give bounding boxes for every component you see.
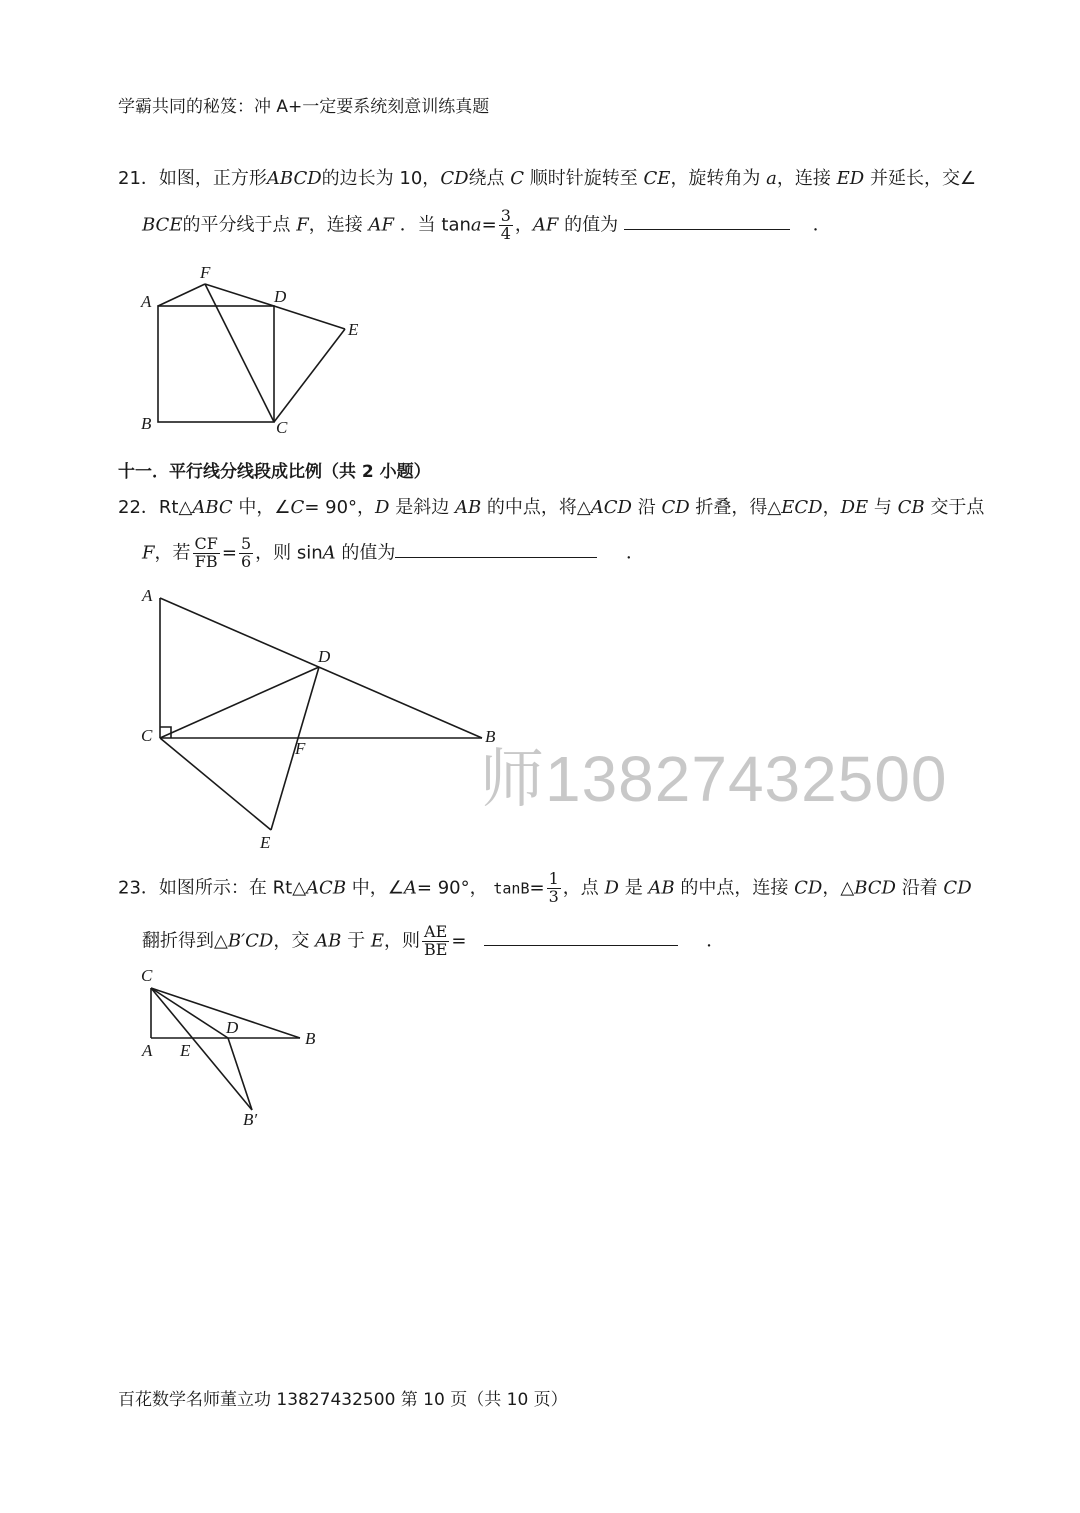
q21-text: 的边长为 10， [321, 168, 441, 189]
fraction-denominator: 3 [548, 886, 559, 906]
section-title: 十一．平行线分线段成比例（共 2 小题） [118, 462, 431, 482]
q21-text: = [481, 214, 497, 236]
figure-21 [158, 284, 345, 422]
q23-text: = 90°， [416, 877, 488, 899]
q23-text: ，△ [822, 877, 855, 899]
q23-var: A [403, 877, 417, 899]
q21-text: 顺时针旋转至 [529, 168, 638, 189]
q21-text: 的平分线于点 [182, 214, 291, 236]
q23-var: AB [648, 877, 675, 899]
q22-text: 交于点 [930, 497, 985, 518]
label-d: D [226, 1018, 239, 1037]
q22-text: ． [625, 542, 644, 564]
q21-var: a [766, 168, 777, 189]
fraction-numerator: CF [194, 534, 218, 553]
label-c: C [141, 966, 153, 985]
segment-de [274, 306, 345, 329]
fraction-denominator: 4 [500, 223, 511, 243]
q22-var: D [375, 497, 390, 518]
q22-text: 中，∠ [238, 497, 291, 518]
q21-var: ABCD [266, 168, 322, 189]
fraction-numerator: 3 [500, 206, 511, 225]
q23-var: BCD [854, 877, 896, 899]
label-f: F [200, 263, 211, 282]
q22-text: = [221, 542, 237, 564]
watermark: 师13827432500 [480, 743, 948, 815]
label-d: D [274, 287, 287, 306]
q23-var: B′CD [227, 930, 274, 952]
q21-text: 如图，正方形 [158, 168, 267, 189]
segment-ec [274, 329, 345, 422]
label-a: A [141, 292, 152, 311]
q23-var: CD [794, 877, 823, 899]
q22-number: 22． [118, 497, 159, 518]
q22-var: CD [661, 497, 690, 518]
segment-ce [160, 738, 271, 830]
q21-text: 并延长，交∠ [869, 168, 977, 189]
q21-var: ED [836, 168, 865, 189]
q22-var: F [142, 542, 155, 564]
label-e: E [180, 1041, 191, 1060]
q23-var: ACB [306, 877, 347, 899]
fraction-numerator: 5 [240, 534, 252, 553]
q23-var: D [604, 877, 619, 899]
figure-23 [151, 988, 300, 1110]
q23-text: 如图所示：在 Rt△ [158, 877, 307, 899]
q21-text: 的值为 [564, 214, 619, 236]
q22-text: 折叠，得△ [695, 497, 782, 518]
q23-text: 于 [347, 930, 366, 952]
q22-text: ， [822, 497, 841, 518]
label-f: F [295, 739, 306, 758]
q21-text: 绕点 [468, 168, 505, 189]
q22-var: CB [897, 497, 925, 518]
q23-text: 中，∠ [351, 877, 404, 899]
segment-fc [205, 284, 274, 422]
page-header: 学霸共同的秘笈：冲 A+一定要系统刻意训练真题 [118, 97, 490, 117]
label-c: C [141, 726, 153, 745]
label-a: A [142, 586, 153, 605]
label-a: A [142, 1041, 153, 1060]
q21-text: ， [514, 214, 533, 236]
q22-var: A [322, 542, 336, 564]
q22-text: Rt△ [158, 497, 193, 518]
figure-22 [160, 598, 482, 830]
q23-var: AB [315, 930, 342, 952]
q23-text: 的中点，连接 [680, 877, 789, 899]
fraction-numerator: 1 [548, 869, 559, 888]
q23-text: tanB [493, 879, 530, 898]
q22-text: ，则 sin [255, 542, 323, 564]
label-b: B [485, 727, 496, 746]
q22-text: 沿 [637, 497, 656, 518]
segment-cd [160, 667, 319, 738]
q21-number: 21． [118, 168, 159, 189]
q21-text: ． [812, 214, 831, 236]
q22-text: = 90°， [304, 497, 376, 518]
q23-text: ，点 [562, 877, 599, 899]
label-b: B [141, 414, 152, 433]
q22-var: C [290, 497, 305, 518]
label-c: C [276, 418, 288, 437]
q22-text: 是斜边 [395, 497, 450, 518]
q23-text: ，则 [383, 930, 420, 952]
q21-var: BCE [142, 214, 183, 236]
q21-var: F [296, 214, 309, 236]
q21-var: C [510, 168, 525, 189]
fraction-denominator: FB [194, 551, 218, 571]
q23-var: E [370, 930, 384, 952]
q23-text: ． [706, 930, 725, 952]
q23-text: = [529, 877, 545, 899]
fraction-denominator: 6 [240, 551, 252, 571]
q23-var: CD [943, 877, 972, 899]
q21-text: ，旋转角为 [670, 168, 761, 189]
fraction-denominator: BE [423, 939, 448, 959]
q23-text: 翻折得到△ [142, 930, 228, 952]
q23-text: ，交 [273, 930, 310, 952]
segment-cbprime [151, 988, 252, 1110]
q22-var: ABC [192, 497, 233, 518]
q22-text: 的值为 [341, 542, 396, 564]
q23-text: = [451, 930, 467, 952]
fraction-numerator: AE [424, 922, 448, 941]
q21-var: AF [368, 214, 394, 236]
q21-var: CE [643, 168, 671, 189]
q21-text: ，连接 [308, 214, 363, 236]
q21-text: ，连接 [776, 168, 831, 189]
segment-dbprime [228, 1038, 252, 1110]
q21-var: AF [532, 214, 559, 236]
q22-var: AB [454, 497, 482, 518]
q23-number: 23． [118, 877, 159, 899]
q22-text: 的中点，将△ [486, 497, 591, 518]
label-b: B [305, 1029, 316, 1048]
q21-var: CD [440, 168, 469, 189]
q22-text: 与 [873, 497, 892, 518]
q22-var: ACD [590, 497, 632, 518]
q23-text: 是 [624, 877, 643, 899]
square-abcd [158, 306, 274, 422]
q22-var: ECD [781, 497, 823, 518]
q22-text: ，若 [154, 542, 191, 564]
q21-text: ．当 tan [399, 214, 471, 236]
page-footer: 百花数学名师董立功 13827432500 第 10 页（共 10 页） [118, 1390, 568, 1410]
q22-var: DE [840, 497, 869, 518]
segment-fd [205, 284, 274, 306]
label-d: D [318, 647, 331, 666]
label-bprime: B′ [243, 1110, 258, 1129]
segment-cd [151, 988, 228, 1038]
q23-text: 沿着 [901, 877, 938, 899]
label-e: E [260, 833, 271, 852]
segment-af [158, 284, 205, 306]
label-e: E [348, 320, 359, 339]
q21-var: a [470, 214, 482, 236]
